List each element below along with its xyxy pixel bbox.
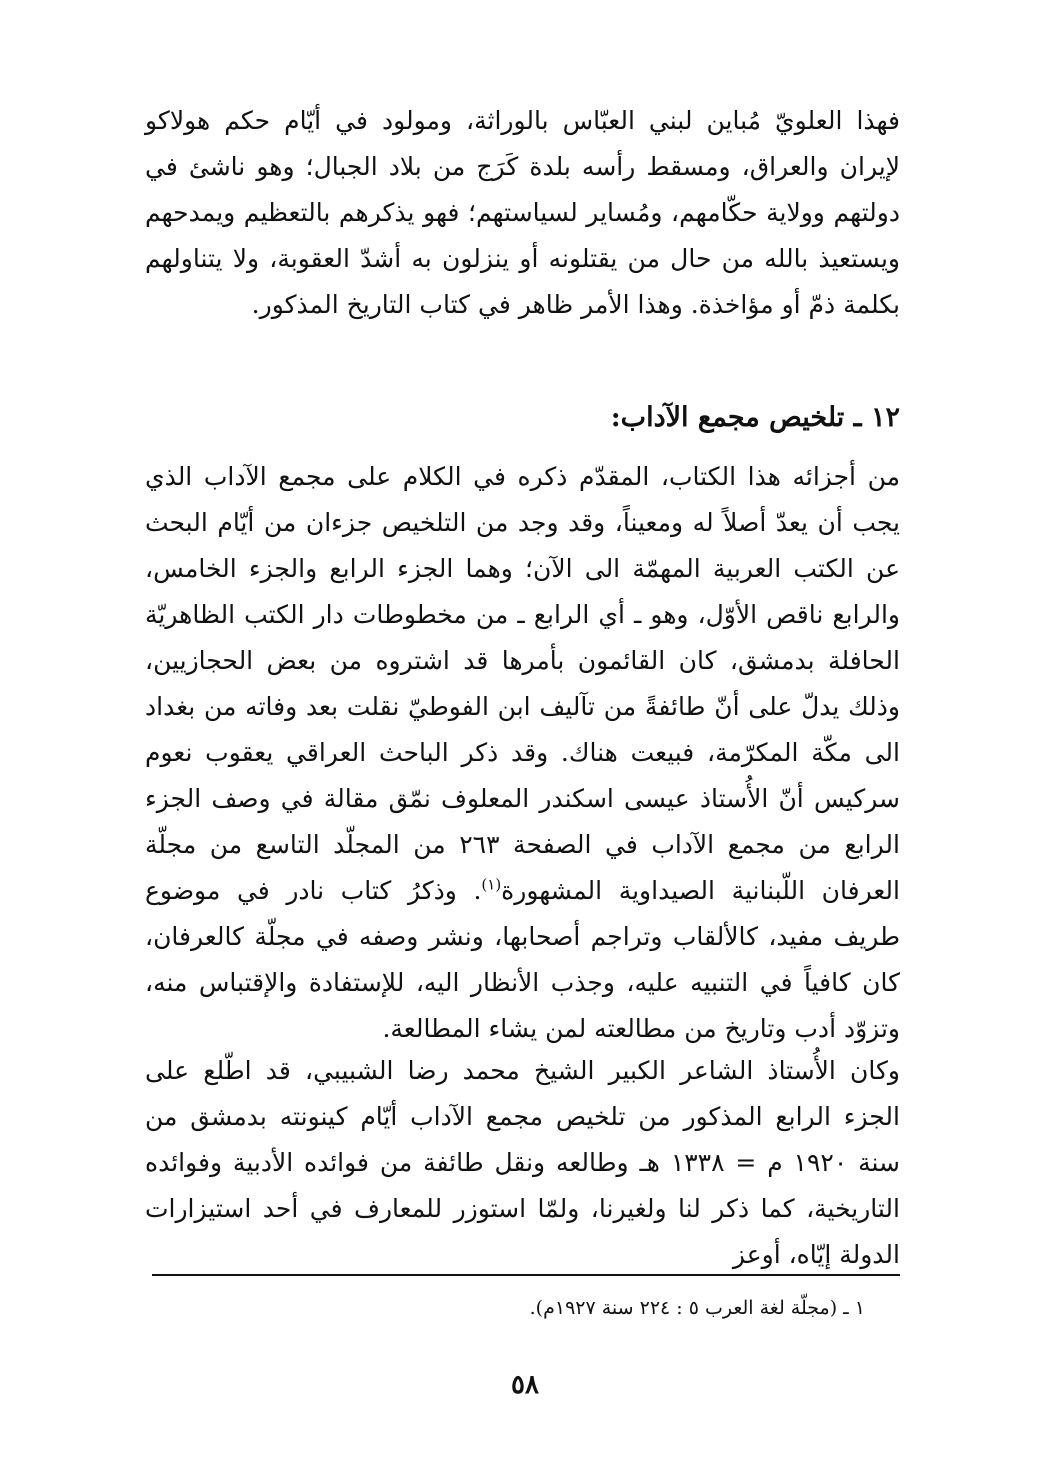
paragraph-1-text: فهذا العلويّ مُباين لبني العبّاس بالوراثة، ومولود في أيّام حكم هولاكو لإيران والعراق، ومسقط رأسه بلدة كَرَج من بلاد الجبال؛ وهو ناشئ في دولتهم وولاية حكّامهم، ومُساير لسياستهم؛ فهو يذكرهم بالتعظيم ويمدحهم ويستعيذ بالله من حال من يقتلونه أو ينزلون به أشدّ العقوبة، ولا يتناولهم بكلمة ذمّ أو مؤاخذة. وهذا الأمر ظاهر في كتاب التاريخ المذكور.: [145, 106, 900, 319]
footnote-reference[interactable]: (١): [481, 875, 502, 894]
paragraph-2-part-1: من أجزائه هذا الكتاب، المقدّم ذكره في الكلام على مجمع الآداب الذي يجب أن يعدّ أصلاً له ومعيناً، وقد وجد من التلخيص جزءان من أيّام البحث عن الكتب العربية المهمّة الى الآن؛ وهما الجزء الرابع والجزء الخامس، والرابع ناقص الأوّل، وهو ـ أي الرابع ـ من مخطوطات دار الكتب الظاهريّة الحافلة بدمشق، كان القائمون بأمرها قد اشتروه من بعض الحجازيين، وذلك يدلّ على أنّ طائفةً من تآليف ابن الفوطيّ نقلت بعد وفاته من بغداد الى مكّة المكرّمة، فبيعت هناك. وقد ذكر الباحث العراقي يعقوب نعوم سركيس أنّ الأُستاذ عيسى اسكندر المعلوف نمّق مقالة في وصف الجزء الرابع من مجمع الآداب في الصفحة ٢٦٣ من المجلّد التاسع من مجلّة العرفان اللّبنانية الصيداوية المشهورة: [145, 462, 900, 905]
footnote-divider: [152, 1274, 900, 1276]
page-number: ٥٨: [511, 1370, 539, 1400]
paragraph-3-text: وكان الأُستاذ الشاعر الكبير الشيخ محمد رضا الشبيبي، قد اطّلع على الجزء الرابع المذكور من تلخيص مجمع الآداب أيّام كينونته بدمشق من سنة ١٩٢٠ م = ١٣٣٨ هـ وطالعه ونقل طائفة من فوائده الأدبية وفوائده التاريخية، كما ذكر لنا ولغيرنا، ولمّا استوزر للمعارف في أحد استيزارات الدولة إيّاه، أوعز: [145, 1056, 900, 1269]
paragraph-2-part-2: . وذكرُ كتاب نادر في موضوع طريف مفيد، كالألقاب وتراجم أصحابها، ونشر وصفه في مجلّة كالعرفان، كان كافياً في التنبيه عليه، وجذب الأنظار اليه، للإستفادة والإقتباس منه، وتزوّد أدب وتاريخ من مطالعته لمن يشاء المطالعة.: [145, 876, 900, 1043]
paragraph-3: [145, 1048, 900, 1278]
footnote: ١ ـ (مجلّة لغة العرب ٥ : ٢٢٤ سنة ١٩٢٧م).: [529, 1297, 865, 1319]
paragraph-1: [145, 98, 900, 328]
paragraph-2-text: [145, 454, 900, 1052]
section-heading: ١٢ ـ تلخيص مجمع الآداب:: [610, 402, 900, 433]
paragraph-2: [145, 454, 900, 1052]
